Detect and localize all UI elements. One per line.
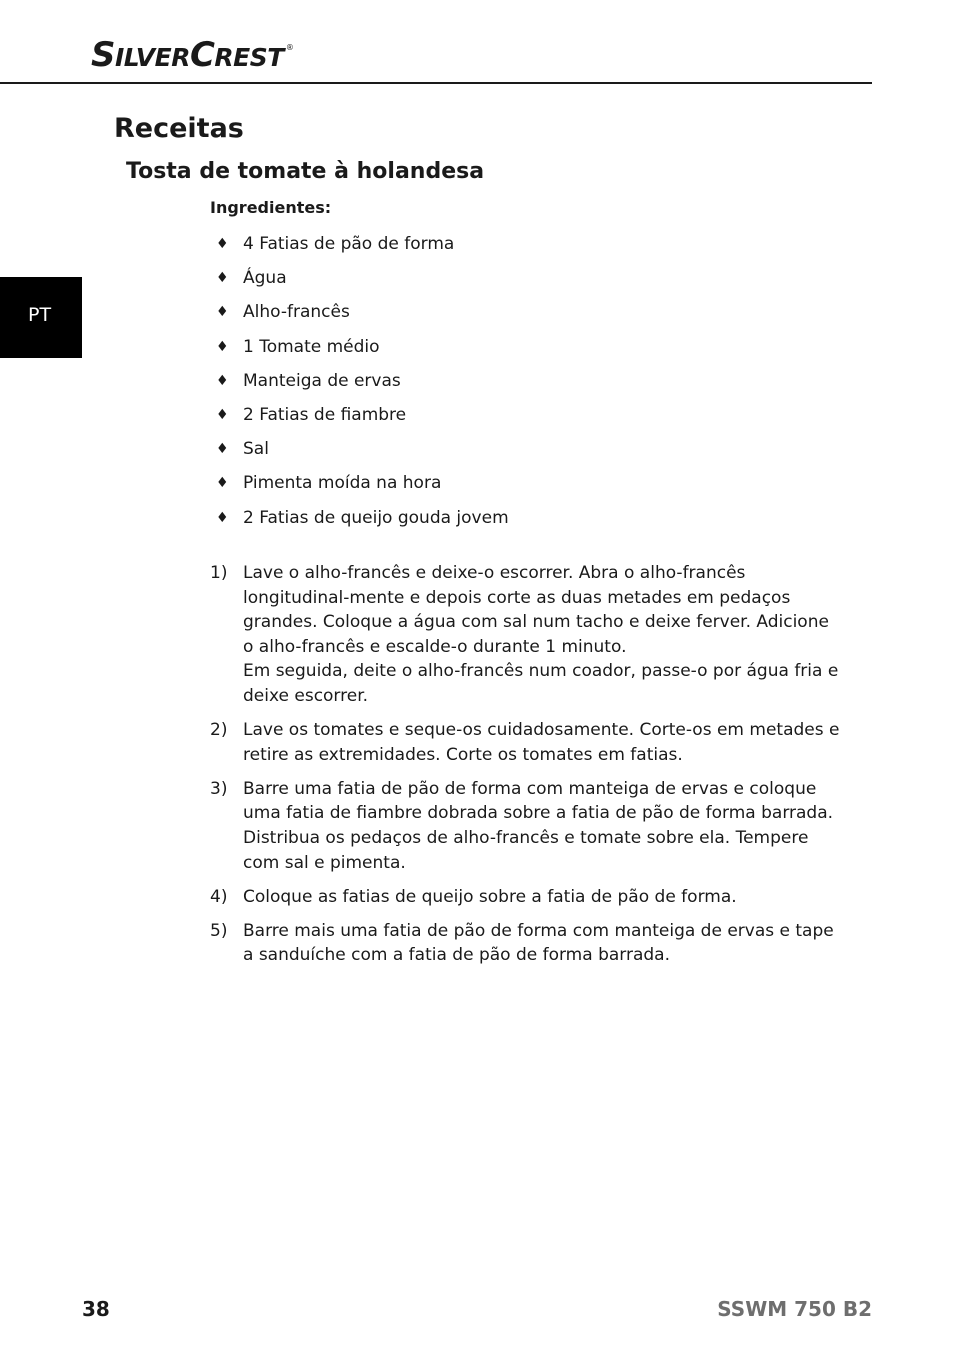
step-number: 3)	[210, 778, 228, 799]
brand-text-rest: REST	[214, 43, 284, 72]
diamond-bullet-icon: ♦	[216, 509, 229, 526]
step-paragraph: Barre uma fatia de pão de forma com manteiga de ervas e coloque uma fatia de fiambre dobrada sobre a fatia de pão de forma barrada. Distribua os pedaços de alho-francês e tomate sobre ela. Tempere com sal e pimenta.	[243, 778, 834, 873]
ingredient-item	[216, 405, 509, 439]
step-item	[210, 777, 842, 875]
brand-letter-s: S	[91, 35, 115, 75]
step-text	[243, 919, 842, 968]
step-item	[210, 919, 842, 968]
ingredient-item	[216, 337, 509, 371]
step-paragraph: Lave os tomates e seque-os cuidadosamente. Corte-os em metades e retire as extremidades. Corte os tomates em fatias.	[243, 720, 840, 765]
ingredient-text: 2 Fatias de queijo gouda jovem	[243, 507, 509, 528]
page-number: 38	[82, 1297, 110, 1321]
diamond-bullet-icon: ♦	[216, 270, 229, 287]
diamond-bullet-icon: ♦	[216, 372, 229, 389]
ingredient-text: Água	[243, 268, 287, 289]
page-title: Receitas	[114, 113, 244, 144]
recipe-title: Tosta de tomate à holandesa	[126, 159, 485, 184]
registered-mark: ®	[285, 43, 294, 52]
step-text	[243, 885, 842, 910]
language-tab	[0, 277, 82, 358]
step-number: 4)	[210, 886, 228, 907]
ingredient-item	[216, 268, 509, 302]
ingredient-text: Manteiga de ervas	[243, 370, 401, 391]
step-text	[243, 777, 842, 875]
step-number: 1)	[210, 563, 228, 583]
ingredient-text: Pimenta moída na hora	[243, 473, 442, 494]
ingredient-text: 1 Tomate médio	[243, 336, 380, 357]
ingredient-item	[216, 473, 509, 507]
ingredient-text: Sal	[243, 439, 269, 460]
ingredient-item	[216, 234, 509, 268]
diamond-bullet-icon: ♦	[216, 304, 229, 321]
ingredient-item	[216, 508, 509, 542]
step-item	[210, 561, 842, 709]
diamond-bullet-icon: ♦	[216, 236, 229, 252]
step-paragraph: Coloque as fatias de queijo sobre a fatia de pão de forma.	[243, 886, 737, 907]
step-paragraph: Barre mais uma fatia de pão de forma com manteiga de ervas e tape a sanduíche com a fatia de pão de forma barrada.	[243, 920, 834, 966]
brand-logo	[91, 35, 294, 75]
step-item	[210, 718, 842, 767]
steps-list	[210, 561, 842, 977]
step-number: 2)	[210, 720, 228, 741]
diamond-bullet-icon: ♦	[216, 441, 229, 458]
brand-letter-c: C	[189, 35, 215, 75]
diamond-bullet-icon: ♦	[216, 338, 229, 355]
ingredient-text: 4 Fatias de pão de forma	[243, 234, 455, 254]
ingredient-item	[216, 371, 509, 405]
step-paragraph: Em seguida, deite o alho-francês num coador, passe-o por água fria e deixe escorrer.	[243, 661, 839, 706]
step-text	[243, 718, 842, 767]
diamond-bullet-icon: ♦	[216, 475, 229, 492]
ingredients-heading: Ingredientes:	[210, 198, 332, 217]
model-number: SSWM 750 B2	[717, 1297, 872, 1321]
ingredient-text: Alho-francês	[243, 302, 350, 323]
step-text	[243, 561, 842, 709]
ingredient-item	[216, 439, 509, 473]
ingredient-text: 2 Fatias de fiambre	[243, 404, 407, 425]
diamond-bullet-icon: ♦	[216, 406, 229, 423]
step-number: 5)	[210, 920, 228, 941]
ingredients-list	[216, 234, 509, 542]
step-item	[210, 885, 842, 910]
ingredient-item	[216, 302, 509, 336]
brand-text-ilver: ILVER	[115, 43, 190, 72]
header-divider	[0, 82, 872, 84]
language-tab-label: PT	[28, 304, 52, 326]
step-paragraph: Lave o alho-francês e deixe-o escorrer. Abra o alho-francês longitudinal-mente e depois corte as duas metades em pedaços grandes. Coloque a água com sal num tacho e deixe ferver. Adicione o alho-francês e escalde-o durante 1 minuto.	[243, 563, 829, 657]
